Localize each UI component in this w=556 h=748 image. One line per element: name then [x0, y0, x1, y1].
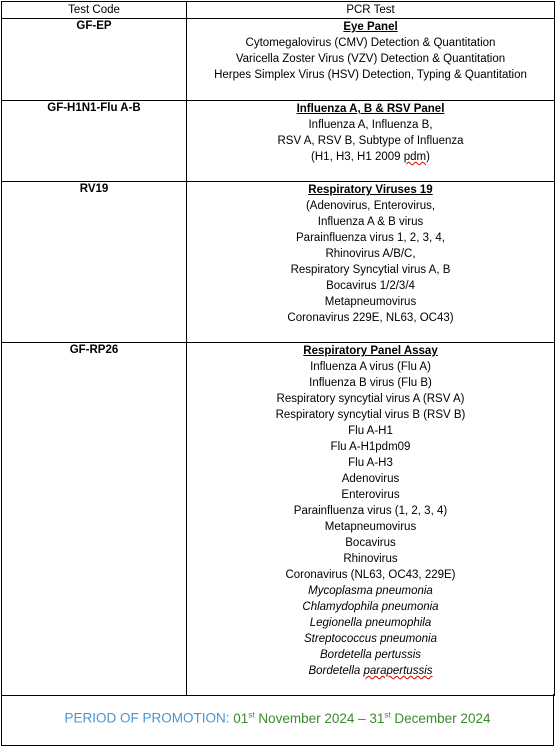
test-line-text: ) — [426, 151, 430, 163]
panel-title: Eye Panel — [343, 21, 398, 33]
test-line-text: (H1, H3, H1 2009 — [311, 151, 404, 163]
spellcheck-word: parapertussis — [363, 665, 433, 677]
test-line: Metapneumovirus — [324, 521, 417, 533]
test-line-italic: Chlamydophila pneumonia — [302, 601, 439, 613]
test-line: (Adenovirus, Enterovirus, — [305, 200, 436, 212]
test-line: Flu A-H3 — [348, 457, 393, 469]
promotion-box — [1, 694, 554, 746]
test-line: Influenza A, Influenza B, — [308, 119, 433, 131]
table-row-rv19 — [2, 182, 555, 343]
test-line: Parainfluenza virus 1, 2, 3, 4, — [296, 232, 445, 244]
table-row-gf-h1n1 — [2, 101, 555, 182]
test-line: Metapneumovirus — [324, 296, 417, 308]
test-line-italic: Legionella pneumophila — [309, 617, 432, 629]
test-line-italic: Mycoplasma pneumonia — [308, 585, 433, 597]
end-suffix: st — [384, 710, 391, 719]
test-line: Influenza B virus (Flu B) — [309, 377, 432, 389]
test-line: Rhinovirus A/B/C, — [325, 248, 416, 260]
pcr-test-cell — [187, 19, 555, 101]
test-line: Cytomegalovirus (CMV) Detection & Quantitation — [245, 37, 496, 49]
test-line: Bocavirus 1/2/3/4 — [326, 280, 415, 292]
table-header-row — [2, 2, 555, 19]
test-code-cell: GF-H1N1-Flu A-B — [2, 101, 187, 182]
test-line: Varicella Zoster Virus (VZV) Detection & Quantitation — [235, 53, 506, 65]
test-line: Coronavirus 229E, NL63, OC43) — [287, 312, 454, 324]
panel-title: Respiratory Viruses 19 — [308, 184, 433, 196]
test-code-cell: GF-EP — [2, 19, 187, 101]
test-line: Respiratory syncytial virus A (RSV A) — [276, 393, 465, 405]
promotion-label: PERIOD OF PROMOTION — [64, 710, 226, 726]
end-day: 31 — [369, 710, 385, 726]
start-day: 01 — [233, 710, 249, 726]
start-date-rest: November 2024 – — [254, 710, 370, 726]
test-line: Influenza A virus (Flu A) — [310, 361, 431, 373]
test-line: Rhinovirus — [343, 553, 398, 565]
test-line: Respiratory Syncytial virus A, B — [290, 264, 451, 276]
promotion-dates — [233, 711, 490, 726]
test-line — [187, 149, 554, 165]
test-line: Coronavirus (NL63, OC43, 229E) — [285, 569, 456, 581]
test-line-text: Bordetella — [308, 665, 364, 677]
header-test-code: Test Code — [2, 2, 187, 19]
test-line-italic: Streptococcus pneumonia — [304, 633, 437, 645]
pcr-test-cell — [187, 343, 555, 696]
promotion-line — [2, 710, 553, 726]
table-row-gf-rp26 — [2, 343, 555, 696]
end-date-rest: December 2024 — [390, 710, 491, 726]
test-line-italic — [187, 663, 554, 679]
test-code-cell: RV19 — [2, 182, 187, 343]
test-line: Flu A-H1pdm09 — [330, 441, 411, 453]
test-line: Influenza A & B virus — [317, 216, 424, 228]
test-line: Bocavirus — [345, 537, 396, 549]
test-line-italic: Bordetella pertussis — [320, 649, 421, 661]
start-suffix: st — [248, 710, 255, 719]
table-row-gf-ep — [2, 19, 555, 101]
test-line: Respiratory syncytial virus B (RSV B) — [275, 409, 466, 421]
pcr-test-cell — [187, 101, 555, 182]
spellcheck-word: pdm — [403, 151, 427, 163]
test-code-cell: GF-RP26 — [2, 343, 187, 696]
test-line: Adenovirus — [341, 473, 400, 485]
pcr-test-table — [1, 1, 555, 696]
panel-title: Influenza A, B & RSV Panel — [296, 103, 445, 115]
test-line: Enterovirus — [341, 489, 400, 501]
promotion-colon: : — [225, 710, 234, 726]
test-line: Parainfluenza virus (1, 2, 3, 4) — [293, 505, 448, 517]
test-line: Herpes Simplex Virus (HSV) Detection, Typing & Quantitation — [214, 69, 527, 81]
test-line: RSV A, RSV B, Subtype of Influenza — [277, 135, 464, 147]
test-line: Flu A-H1 — [348, 425, 393, 437]
pcr-test-cell — [187, 182, 555, 343]
header-pcr-test: PCR Test — [187, 2, 555, 19]
panel-title: Respiratory Panel Assay — [303, 345, 438, 357]
